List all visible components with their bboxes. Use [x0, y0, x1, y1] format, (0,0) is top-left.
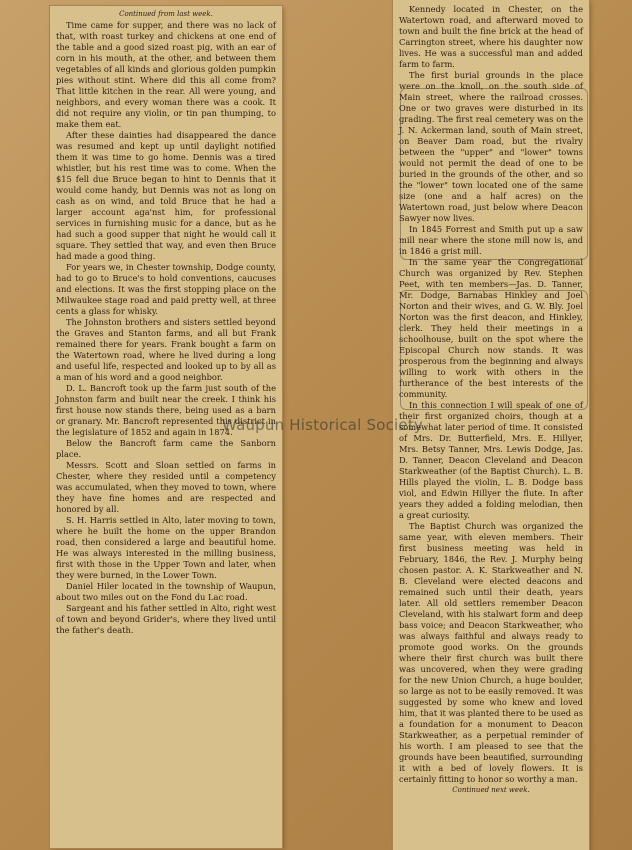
article-paragraph: Daniel Hiler located in the township of Waupun, about two miles out on the Fond du Lac road.	[56, 581, 276, 602]
article-paragraph: D. L. Bancroft took up the farm just south of the Johnston farm and built near the creek. I think his first house now stands there, being used as a barn or granary. Mr. Bancroft represented this district in the legislature of 1852 and again in 1874.	[56, 383, 276, 437]
article-paragraph: Kennedy located in Chester, on the Watertown road, and afterward moved to town and built the fine brick at the head of Carrington street, where his daughter now lives. He was a successful man and added farm to farm.	[399, 4, 583, 69]
article-paragraph: After these dainties had disappeared the dance was resumed and kept up until daylight notified them it was time to go home. Dennis was a tired whistler, but his rest time was to come. When the $15 fell due Bruce began to hint to Dennis that it would come handy, but Dennis was not as long on cash as on wind, and told Bruce that he had a larger account aga'nst him, for professional services in furnishing music for a dance, but as he had such a good supper that night he would call it square. They settled that way, and even then Bruce had made a good thing.	[56, 130, 276, 261]
article-paragraph: Sargeant and his father settled in Alto, right west of town and beyond Grider's, where they lived until the father's death.	[56, 603, 276, 635]
article-paragraph: Time came for supper, and there was no lack of that, with roast turkey and chickens at one end of the table and a good sized roast pig, with an ear of corn in his mouth, at the other, and between them vegetables of all kinds and glorious golden pumpkin pies without stint. Where did this all come from? That little kitchen in the rear. All were young, and neighbors, and every woman there was a cook. It did not require any violin, or tin pan thumping, to make them eat.	[56, 20, 276, 129]
article-paragraph: The Johnston brothers and sisters settled beyond the Graves and Stanton farms, and all but Frank remained there for years. Frank bought a farm on the Watertown road, where he lived during a long and useful life, respected and looked up to by all as a man of his word and a good neighbor.	[56, 317, 276, 382]
pencil-bracket-mark	[400, 290, 588, 410]
article-paragraph: The first burial grounds in the place were on the knoll, on the south side of Main street, where the railroad crosses. One or two graves were disturbed in its grading. The first real cemetery was on the J. N. Ackerman land, south of Main street, on Beaver Dam road, but the rivalry between the "upper" and "lower" towns would not permit the dead of one to be buried in the grounds of the other, and so the "lower" town located one of the same size (one and a half acres) on the Watertown road, just below where Deacon Sawyer now lives.	[399, 70, 583, 223]
continued-from-note: Continued from last week.	[119, 10, 213, 18]
pencil-bracket-mark	[400, 88, 588, 260]
article-paragraph: Messrs. Scott and Sloan settled on farms in Chester, where they resided until a competency was accumulated, when they moved to town, where they have fine homes and are respected and honored by all.	[56, 460, 276, 514]
article-paragraph: For years we, in Chester township, Dodge county, had to go to Bruce's to hold conventions, caucuses and elections. It was the first stopping place on the Milwaukee stage road and paid pretty well, at three cents a glass for whisky.	[56, 262, 276, 316]
watermark: Waupun Historical Society	[222, 416, 424, 434]
article-paragraph: S. H. Harris settled in Alto, later moving to town, where he built the home on the upper Brandon road, then considered a large and beautiful home. He was always interested in the milling business, first with those in the Upper Town and later, when they were burned, in the Lower Town.	[56, 515, 276, 580]
article-paragraph: In this connection I will speak of one of their first organized choirs, though at a somewhat later period of time. It consisted of Mrs. Dr. Butterfield, Mrs. E. Hillyer, Mrs. Betsy Tanner, Mrs. Lewis Dodge, Jas. D. Tanner, Deacon Cleveland and Deacon Starkweather (of the Baptist Church). L. B. Hills played the violin, L. B. Dodge bass viol, and Edwin Hillyer the flute. In after years they added a folding melodian, then a great curiosity.	[399, 400, 583, 520]
article-paragraph: In 1845 Forrest and Smith put up a saw mill near where the stone mill now is, and in 1846 a grist mill.	[399, 224, 583, 256]
article-paragraph: The Baptist Church was organized the same year, with eleven members. Their first business meeting was held in February, 1846, the Rev. J. Murphy being chosen pastor. A. K. Starkweather and N. B. Cleveland were elected deacons and remained such until their death, years later. All old settlers remember Deacon Cleveland, with his stalwart form and deep bass voice; and Deacon Starkweather, who was always faithful and always ready to promote good works. On the grounds where their first church was built there was uncovered, when they were grading for the new Union Church, a huge boulder, so large as not to be easily removed. It was suggested by some who knew and loved him, that it was planted there to be used as a foundation for a monument to Deacon Starkweather, as a perpetual reminder of his worth. I am pleased to see that the grounds have been beautified, surrounding it with a bed of lovely flowers. It is certainly fitting to honor so worthy a man.	[399, 521, 583, 784]
continued-next-note: Continued next week.	[452, 786, 530, 794]
article-paragraph: In the same year the Congregational Church was organized by Rev. Stephen Peet, with ten members—Jas. D. Tanner, Mr. Dodge, Barnabas Hinkley and Joel Norton and their wives, and G. W. Bly. Joel Norton was the first deacon, and Hinkley, clerk. They held their meetings in a schoolhouse, built on the spot where the Episcopal Church now stands. It was prosperous from the beginning and always willing to work with others in the furtherance of the best interests of the community.	[399, 257, 583, 399]
article-paragraph: Below the Bancroft farm came the Sanborn place.	[56, 438, 276, 459]
